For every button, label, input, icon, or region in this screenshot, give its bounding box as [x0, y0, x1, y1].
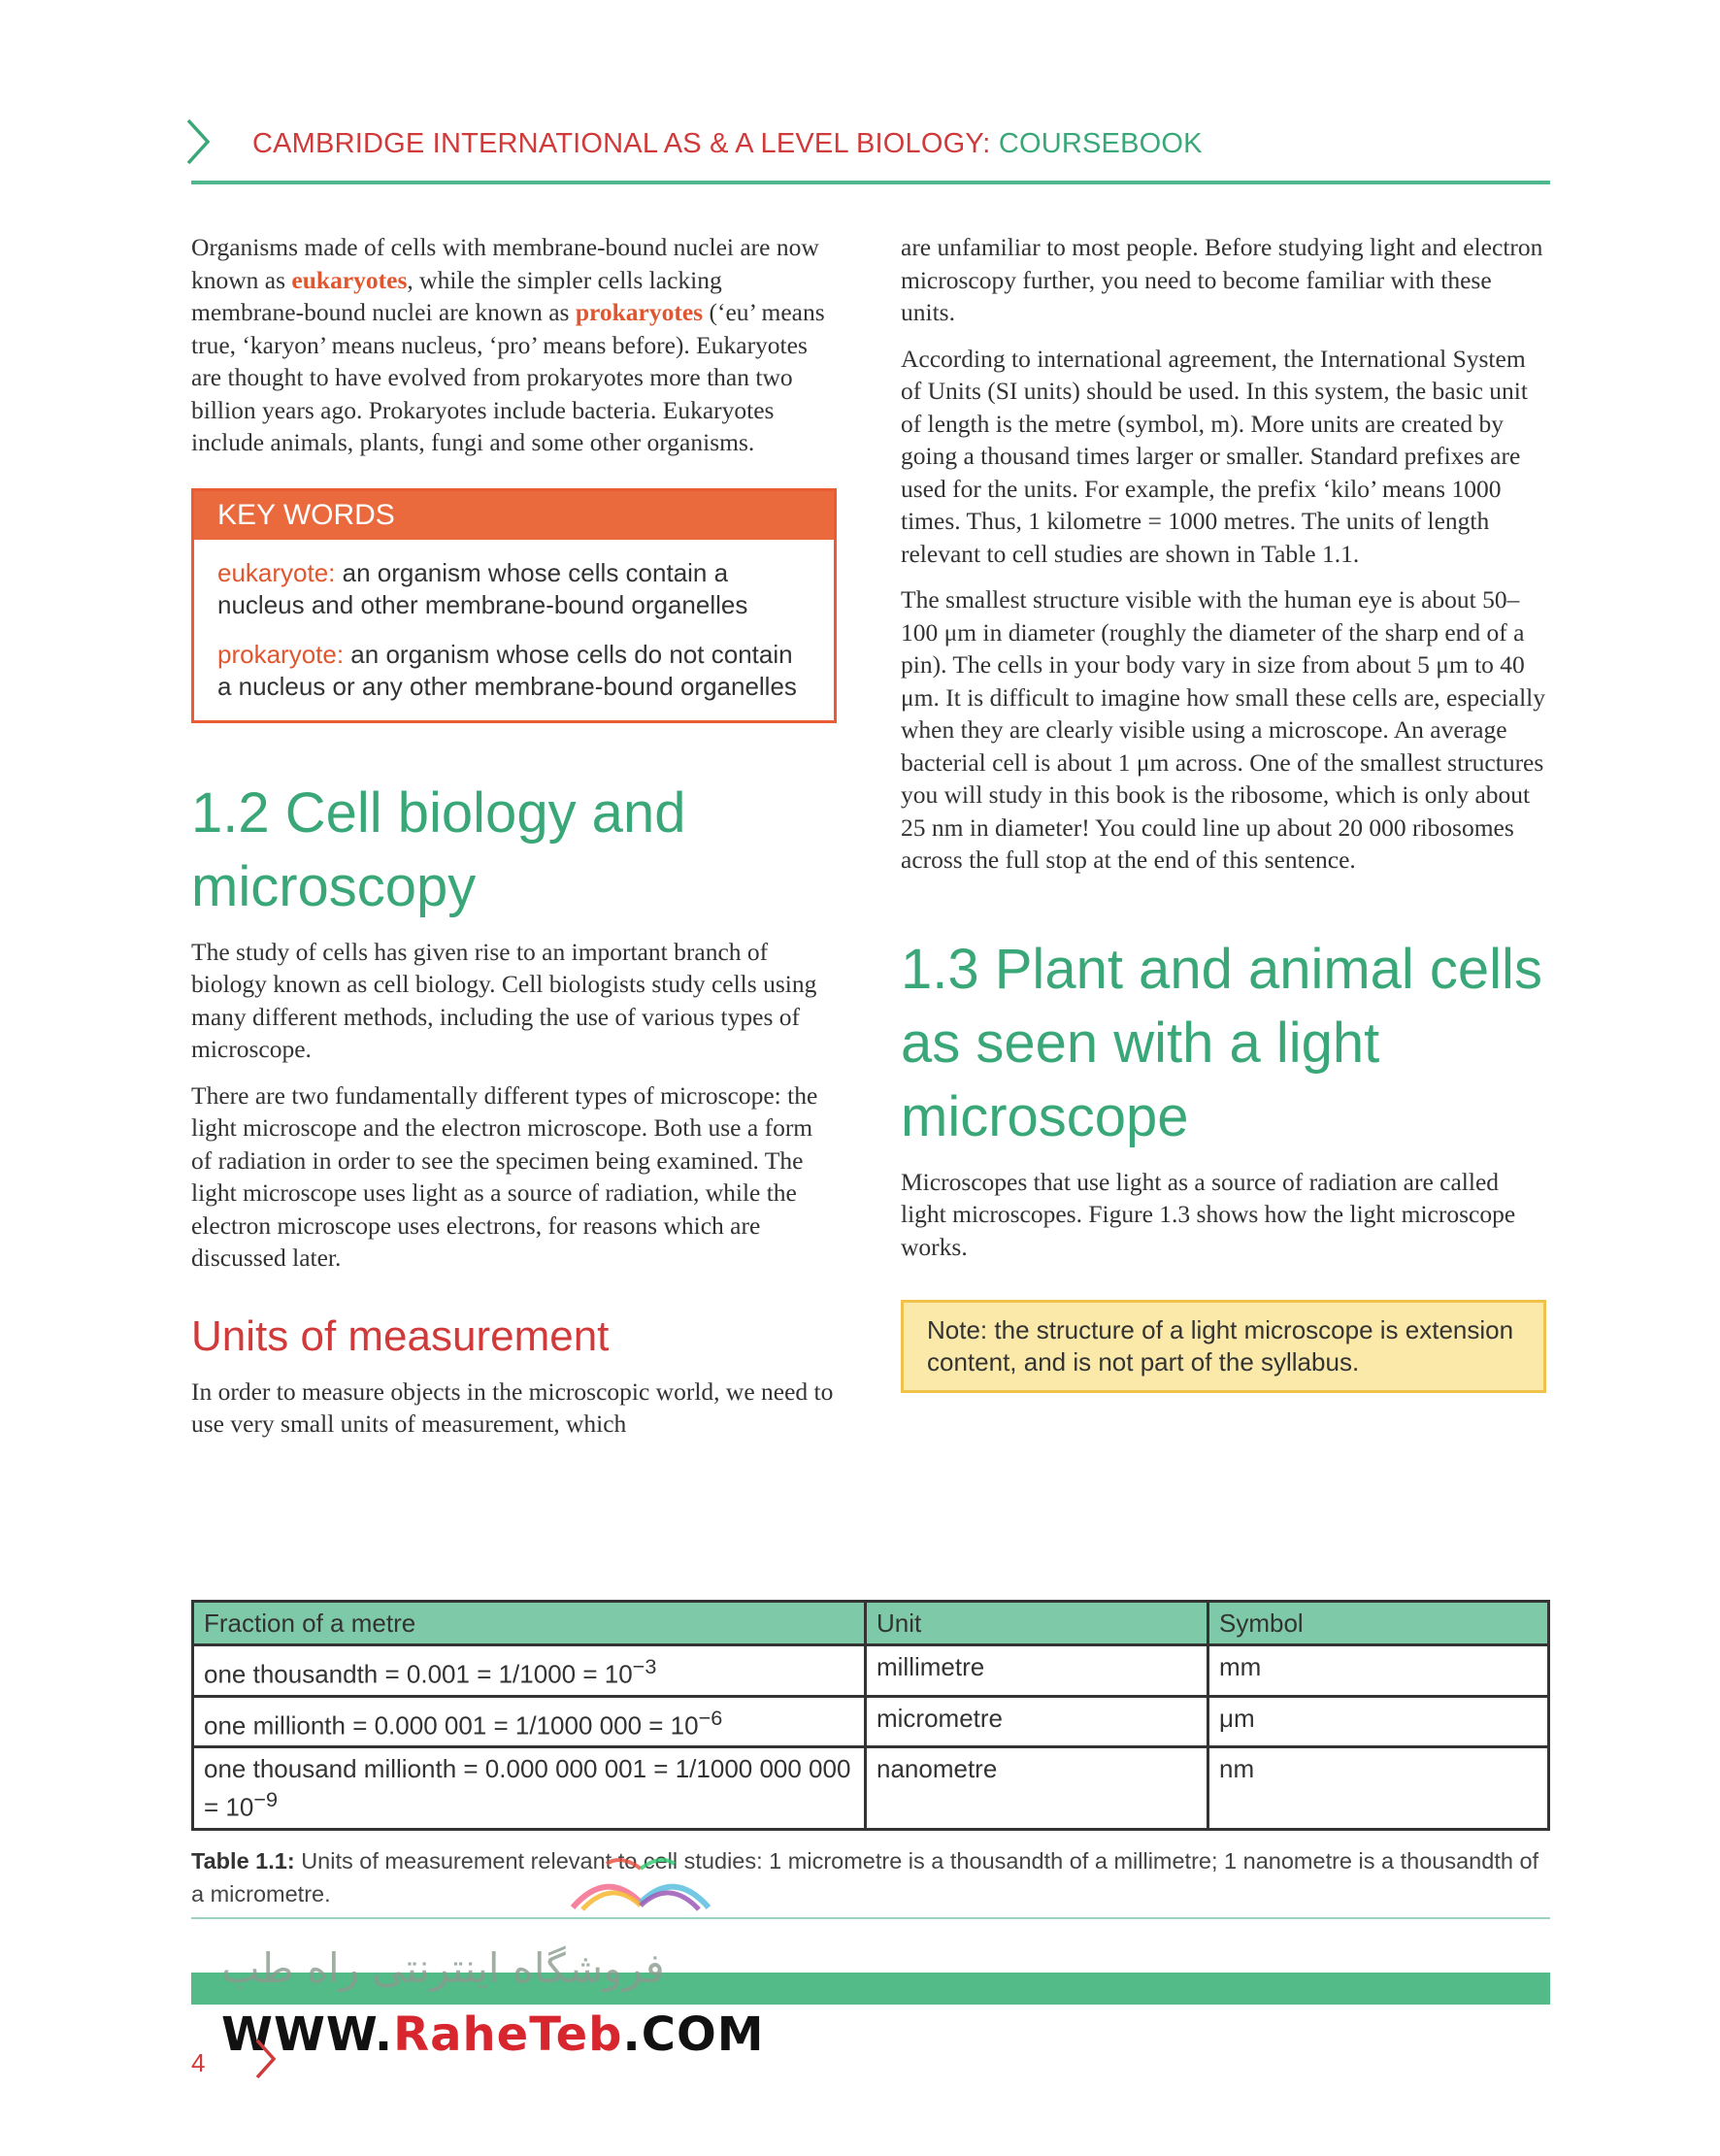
section-1-2-paragraph-1: The study of cells has given rise to an important branch of biology known as cell biology. Cell biologists study cells using many different methods, including the use of various types of microscope. — [191, 937, 817, 1063]
right-paragraph-2: According to international agreement, the International System of Units (SI units) should be used. In this system, the basic unit of length is the metre (symbol, m). More units are created by going a thousand times larger or smaller. Standard prefixes are used for the units. For example, the prefix ‘kilo’ means 1000 times. Thus, 1 kilometre = 1000 metres. The units of length relevant to cell studies are shown in Table 1.1. — [901, 344, 1528, 568]
table-cell-unit: millimetre — [866, 1645, 1208, 1697]
note-box — [901, 1300, 1546, 1393]
key-word-term: prokaryote: — [217, 639, 345, 669]
caption-rule — [191, 1917, 1550, 1919]
watermark-persian-text: فروشگاه اینترنتی راه طب — [221, 1944, 665, 1992]
key-word-eukaryote — [194, 557, 834, 621]
section-1-2-paragraph-2: There are two fundamentally different types of microscope: the light microscope and the electron microscope. Both use a form of radiation in order to see the specimen being examined. The light microscope uses light as a source of radiation, while the electron microscope uses electrons, for reasons which are discussed later. — [191, 1080, 818, 1272]
section-1-3-paragraph: Microscopes that use light as a source of radiation are called light microscopes. Figure 1.3 shows how the light microscope works. — [901, 1167, 1516, 1261]
key-word-definition: an organism whose cells contain a nucleus and other membrane-bound organelles — [217, 557, 748, 619]
table-cell-symbol: mm — [1208, 1645, 1549, 1697]
fraction-exponent: −3 — [632, 1654, 657, 1678]
table-cell-fraction — [193, 1696, 866, 1747]
intro-paragraph — [191, 231, 837, 459]
running-head-title: CAMBRIDGE INTERNATIONAL AS & A LEVEL BIOLOGY: — [252, 128, 999, 159]
key-word-term: eukaryote: — [217, 557, 336, 587]
caption-label: Table 1.1: — [191, 1848, 295, 1874]
running-head-subtitle: COURSEBOOK — [998, 128, 1203, 159]
section-heading-1-3: 1.3 Plant and animal cells as seen with a light microscope — [901, 937, 1542, 1148]
table-header-unit: Unit — [866, 1602, 1208, 1645]
watermark-url[interactable] — [221, 2007, 765, 2062]
right-paragraph-3: The smallest structure visible with the human eye is about 50–100 μm in diameter (roughly the diameter of the sharp end of a pin). The cells in your body vary in size from about 5 μm to 40 μm. It is difficult to imagine how small these cells are, especially when they are clearly visible using a microscope. An average bacterial cell is about 1 μm across. One of the smallest structures you will study in this book is the ribosome, which is only about 25 nm in diameter! You could line up about 20 000 ribosomes across the full stop at the end of this sentence. — [901, 585, 1545, 874]
table-header-fraction: Fraction of a metre — [193, 1602, 866, 1645]
page-number: 4 — [191, 2048, 206, 2077]
table-caption — [191, 1844, 1550, 1910]
chevron-right-icon — [254, 2039, 278, 2079]
table-cell-symbol: μm — [1208, 1696, 1549, 1747]
left-column — [191, 231, 837, 1454]
table-row — [193, 1696, 1549, 1747]
section-heading-1-2: 1.2 Cell biology and microscopy — [191, 780, 686, 918]
units-paragraph: In order to measure objects in the microscopic world, we need to use very small units of measurement, which — [191, 1377, 834, 1438]
chevron-right-icon — [184, 118, 212, 165]
caption-text: Units of measurement relevant to cell studies: 1 micrometre is a thousandth of a millimetre; 1 nanometre is a thousandth of a micrometre. — [191, 1848, 1539, 1907]
units-table — [191, 1600, 1550, 1831]
table-header-row — [193, 1602, 1549, 1645]
fraction-exponent: −9 — [253, 1787, 279, 1812]
table-cell-symbol: nm — [1208, 1747, 1549, 1830]
key-word-definition: an organism whose cells do not contain a nucleus or any other membrane-bound organelles — [217, 639, 797, 701]
right-paragraph-1: are unfamiliar to most people. Before studying light and electron microscopy further, you need to become familiar with these units. — [901, 233, 1543, 326]
table-cell-fraction — [193, 1645, 866, 1697]
table-row — [193, 1747, 1549, 1830]
table-cell-unit: micrometre — [866, 1696, 1208, 1747]
table-header-symbol: Symbol — [1208, 1602, 1549, 1645]
fraction-text: one millionth = 0.000 001 = 1/1000 000 = 10 — [204, 1710, 699, 1741]
right-column — [901, 231, 1546, 1393]
table-row — [193, 1645, 1549, 1697]
intro-text-1: Organisms made of cells with membrane-bound nuclei are now known as — [191, 233, 819, 294]
key-words-box — [191, 488, 837, 723]
keyword-eukaryotes[interactable]: eukaryotes — [291, 265, 408, 294]
table-cell-unit: nanometre — [866, 1747, 1208, 1830]
note-text: the structure of a light microscope is extension content, and is not part of the syllabus. — [927, 1315, 1514, 1377]
header-rule — [191, 181, 1550, 184]
watermark-url-brand: RaheTeb — [393, 2007, 623, 2062]
intro-text-3: (‘eu’ means true, ‘karyon’ means nucleus, ‘pro’ means before). Eukaryotes are thought to have evolved from prokaryotes more than two billion years ago. Prokaryotes include bacteria. Eukaryotes include animals, plants, fungi and some other organisms. — [191, 298, 825, 456]
fraction-text: one thousand millionth = 0.000 000 001 = 1/1000 000 000 = 10 — [204, 1754, 851, 1822]
subheading-units: Units of measurement — [191, 1311, 610, 1360]
running-head — [252, 128, 1203, 160]
intro-text-2: , while the simpler cells lacking membrane-bound nuclei are known as — [191, 265, 722, 326]
key-word-prokaryote — [194, 639, 834, 703]
key-words-title: KEY WORDS — [194, 491, 834, 540]
keyword-prokaryotes[interactable]: prokaryotes — [575, 298, 704, 326]
watermark-url-suffix: .COM — [622, 2007, 765, 2062]
watermark-url-prefix: WWW. — [221, 2007, 394, 2062]
table-cell-fraction — [193, 1747, 866, 1830]
book-logo-icon — [553, 1849, 728, 1917]
note-label: Note: — [927, 1315, 988, 1344]
fraction-text: one thousandth = 0.001 = 1/1000 = 10 — [204, 1659, 633, 1689]
fraction-exponent: −6 — [698, 1705, 723, 1730]
